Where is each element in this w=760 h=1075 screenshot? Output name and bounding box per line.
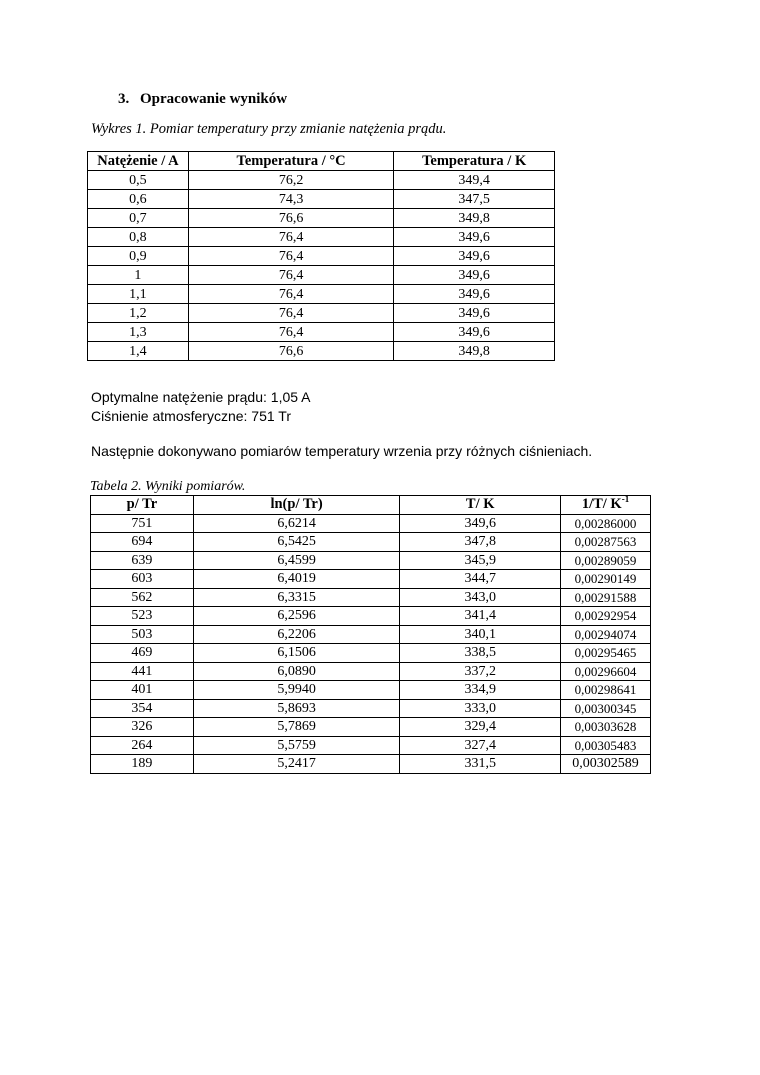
header-ln-pressure: ln(p/ Tr) xyxy=(193,496,400,515)
table-row xyxy=(88,266,555,285)
table-cell: 639 xyxy=(91,551,194,570)
table-cell: 5,7869 xyxy=(193,718,400,737)
table-row xyxy=(91,644,651,663)
table-cell: 345,9 xyxy=(400,551,561,570)
current-temperature-table xyxy=(87,151,555,361)
section-heading xyxy=(118,91,287,108)
table-row xyxy=(88,190,555,209)
table-cell: 1,3 xyxy=(88,323,189,342)
table-row xyxy=(91,625,651,644)
table-cell: 349,6 xyxy=(394,228,555,247)
table-cell: 1 xyxy=(88,266,189,285)
table-cell: 469 xyxy=(91,644,194,663)
table-cell: 349,4 xyxy=(394,171,555,190)
table-cell: 1,1 xyxy=(88,285,189,304)
table-cell: 0,00300345 xyxy=(561,699,651,718)
table-cell: 0,00302589 xyxy=(561,755,651,774)
table-cell: 340,1 xyxy=(400,625,561,644)
table-cell: 5,2417 xyxy=(193,755,400,774)
table-cell: 5,9940 xyxy=(193,681,400,700)
table-cell: 76,4 xyxy=(188,285,393,304)
table-cell: 264 xyxy=(91,736,194,755)
table-cell: 0,00291588 xyxy=(561,588,651,607)
measurement-description: Następnie dokonywano pomiarów temperatury wrzenia przy różnych ciśnieniach. xyxy=(91,443,593,459)
table-cell: 334,9 xyxy=(400,681,561,700)
table-cell: 326 xyxy=(91,718,194,737)
table-cell: 5,8693 xyxy=(193,699,400,718)
header-exponent: -1 xyxy=(621,494,630,505)
table-cell: 0,00296604 xyxy=(561,662,651,681)
table-cell: 0,00290149 xyxy=(561,570,651,589)
chart-caption: Wykres 1. Pomiar temperatury przy zmianie natężenia prądu. xyxy=(91,121,447,137)
table-cell: 76,4 xyxy=(188,266,393,285)
table-cell: 603 xyxy=(91,570,194,589)
table-cell: 0,00292954 xyxy=(561,607,651,626)
table-cell: 327,4 xyxy=(400,736,561,755)
table-cell: 331,5 xyxy=(400,755,561,774)
header-temperature: T/ K xyxy=(400,496,561,515)
table-cell: 6,2596 xyxy=(193,607,400,626)
table-cell: 189 xyxy=(91,755,194,774)
table-cell: 503 xyxy=(91,625,194,644)
table-cell: 76,4 xyxy=(188,247,393,266)
table-cell: 0,00294074 xyxy=(561,625,651,644)
table-cell: 0,00295465 xyxy=(561,644,651,663)
table-cell: 6,3315 xyxy=(193,588,400,607)
table-cell: 344,7 xyxy=(400,570,561,589)
table-cell: 0,00305483 xyxy=(561,736,651,755)
table-cell: 329,4 xyxy=(400,718,561,737)
header-current: Natężenie / A xyxy=(88,152,189,171)
table-cell: 349,6 xyxy=(394,285,555,304)
table-cell: 1,4 xyxy=(88,342,189,361)
table-row xyxy=(91,533,651,552)
table-cell: 349,8 xyxy=(394,209,555,228)
table-cell: 6,5425 xyxy=(193,533,400,552)
table-cell: 6,1506 xyxy=(193,644,400,663)
table-cell: 441 xyxy=(91,662,194,681)
table-cell: 751 xyxy=(91,514,194,533)
optimal-current-note: Optymalne natężenie prądu: 1,05 A xyxy=(91,389,311,405)
table-cell: 0,00287563 xyxy=(561,533,651,552)
table-cell: 6,6214 xyxy=(193,514,400,533)
table-cell: 76,6 xyxy=(188,342,393,361)
table-cell: 562 xyxy=(91,588,194,607)
header-inverse-temperature xyxy=(561,496,651,515)
table-cell: 347,5 xyxy=(394,190,555,209)
table-row xyxy=(88,247,555,266)
table-cell: 349,6 xyxy=(400,514,561,533)
table-cell: 0,5 xyxy=(88,171,189,190)
table-row xyxy=(91,755,651,774)
table-row xyxy=(88,342,555,361)
table-cell: 337,2 xyxy=(400,662,561,681)
table-header-row xyxy=(88,152,555,171)
table-cell: 5,5759 xyxy=(193,736,400,755)
table-cell: 694 xyxy=(91,533,194,552)
table-row xyxy=(88,171,555,190)
table-cell: 0,6 xyxy=(88,190,189,209)
table-row xyxy=(91,699,651,718)
table-cell: 333,0 xyxy=(400,699,561,718)
table-cell: 76,2 xyxy=(188,171,393,190)
table-cell: 349,6 xyxy=(394,266,555,285)
table-cell: 0,7 xyxy=(88,209,189,228)
header-inverse-label: 1/T/ K xyxy=(581,496,622,513)
table-cell: 354 xyxy=(91,699,194,718)
table-row xyxy=(91,607,651,626)
table-cell: 349,6 xyxy=(394,323,555,342)
table-cell: 0,00303628 xyxy=(561,718,651,737)
table-cell: 0,00289059 xyxy=(561,551,651,570)
table-cell: 6,2206 xyxy=(193,625,400,644)
table-row xyxy=(88,209,555,228)
table-cell: 347,8 xyxy=(400,533,561,552)
table-cell: 6,4599 xyxy=(193,551,400,570)
table-caption: Tabela 2. Wyniki pomiarów. xyxy=(90,479,246,494)
table2-body xyxy=(91,514,651,773)
table-cell: 401 xyxy=(91,681,194,700)
table1-body xyxy=(88,171,555,361)
table-cell: 76,4 xyxy=(188,228,393,247)
header-temp-c: Temperatura / °C xyxy=(188,152,393,171)
table-cell: 338,5 xyxy=(400,644,561,663)
table-row xyxy=(88,304,555,323)
atmospheric-pressure-note: Ciśnienie atmosferyczne: 751 Tr xyxy=(91,408,291,424)
table-cell: 6,0890 xyxy=(193,662,400,681)
table-row xyxy=(91,718,651,737)
table-row xyxy=(91,736,651,755)
table-cell: 0,8 xyxy=(88,228,189,247)
table-cell: 1,2 xyxy=(88,304,189,323)
table-cell: 349,6 xyxy=(394,247,555,266)
header-temp-k: Temperatura / K xyxy=(394,152,555,171)
section-number: 3. xyxy=(118,91,130,107)
table-cell: 74,3 xyxy=(188,190,393,209)
table-row xyxy=(91,570,651,589)
table-row xyxy=(91,551,651,570)
table-row xyxy=(91,514,651,533)
table-row xyxy=(88,285,555,304)
table-cell: 76,6 xyxy=(188,209,393,228)
table-cell: 349,6 xyxy=(394,304,555,323)
table-row xyxy=(88,228,555,247)
section-title: Opracowanie wyników xyxy=(140,91,288,107)
table-cell: 6,4019 xyxy=(193,570,400,589)
table-cell: 0,00286000 xyxy=(561,514,651,533)
boiling-point-table xyxy=(90,495,651,774)
table-row xyxy=(91,662,651,681)
table-cell: 76,4 xyxy=(188,304,393,323)
table-row xyxy=(91,588,651,607)
table-row xyxy=(88,323,555,342)
table-cell: 523 xyxy=(91,607,194,626)
table-cell: 76,4 xyxy=(188,323,393,342)
table-cell: 0,9 xyxy=(88,247,189,266)
table-cell: 343,0 xyxy=(400,588,561,607)
table-header-row xyxy=(91,496,651,515)
table-cell: 349,8 xyxy=(394,342,555,361)
table-cell: 0,00298641 xyxy=(561,681,651,700)
table-cell: 341,4 xyxy=(400,607,561,626)
table-row xyxy=(91,681,651,700)
header-pressure: p/ Tr xyxy=(91,496,194,515)
